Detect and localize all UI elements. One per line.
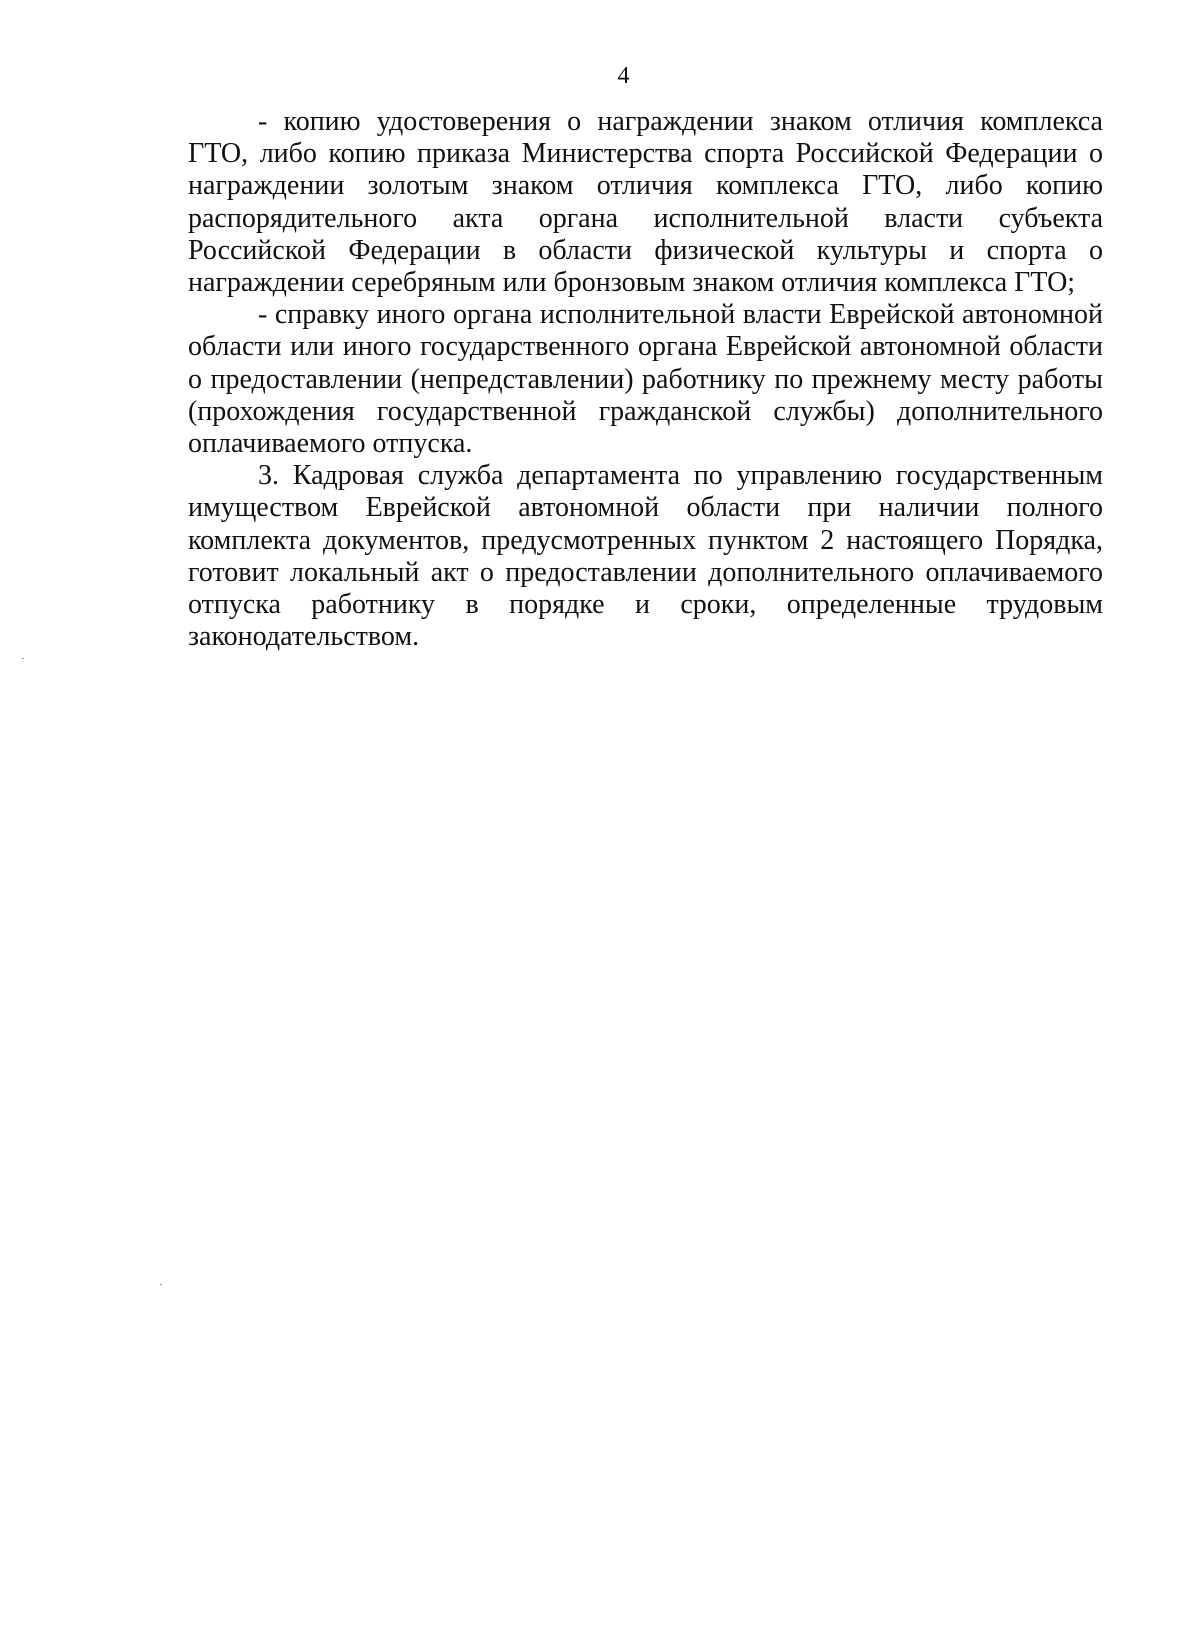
document-body xyxy=(188,106,1103,653)
paragraph-gto-certificate: - копию удостоверения о награждении знаком отличия комплекса ГТО, либо копию приказа Министерства спорта Российской Федерации о награждении золотым знаком отличия комплекса ГТО, либо копию распорядительного акта органа исполнительной власти субъекта Российской Федерации в области физической культуры и спорта о награждении серебряным или бронзовым знаком отличия комплекса ГТО; xyxy=(188,106,1103,299)
paragraph-hr-service: 3. Кадровая служба департамента по управлению государственным имуществом Еврейской автономной области при наличии полного комплекта документов, предусмотренных пунктом 2 настоящего Порядка, готовит локальный акт о предоставлении дополнительного оплачиваемого отпуска работнику в порядке и сроки, определенные трудовым законодательством. xyxy=(188,460,1103,653)
paragraph-leave-certificate: - справку иного органа исполнительной власти Еврейской автономной области или иного государственного органа Еврейской автономной области о предоставлении (непредставлении) работнику по прежнему месту работы (прохождения государственной гражданской службы) дополнительного оплачиваемого отпуска. xyxy=(188,299,1103,460)
scan-speck xyxy=(22,658,24,659)
scan-speck xyxy=(160,1284,162,1285)
page-number: 4 xyxy=(617,63,630,89)
